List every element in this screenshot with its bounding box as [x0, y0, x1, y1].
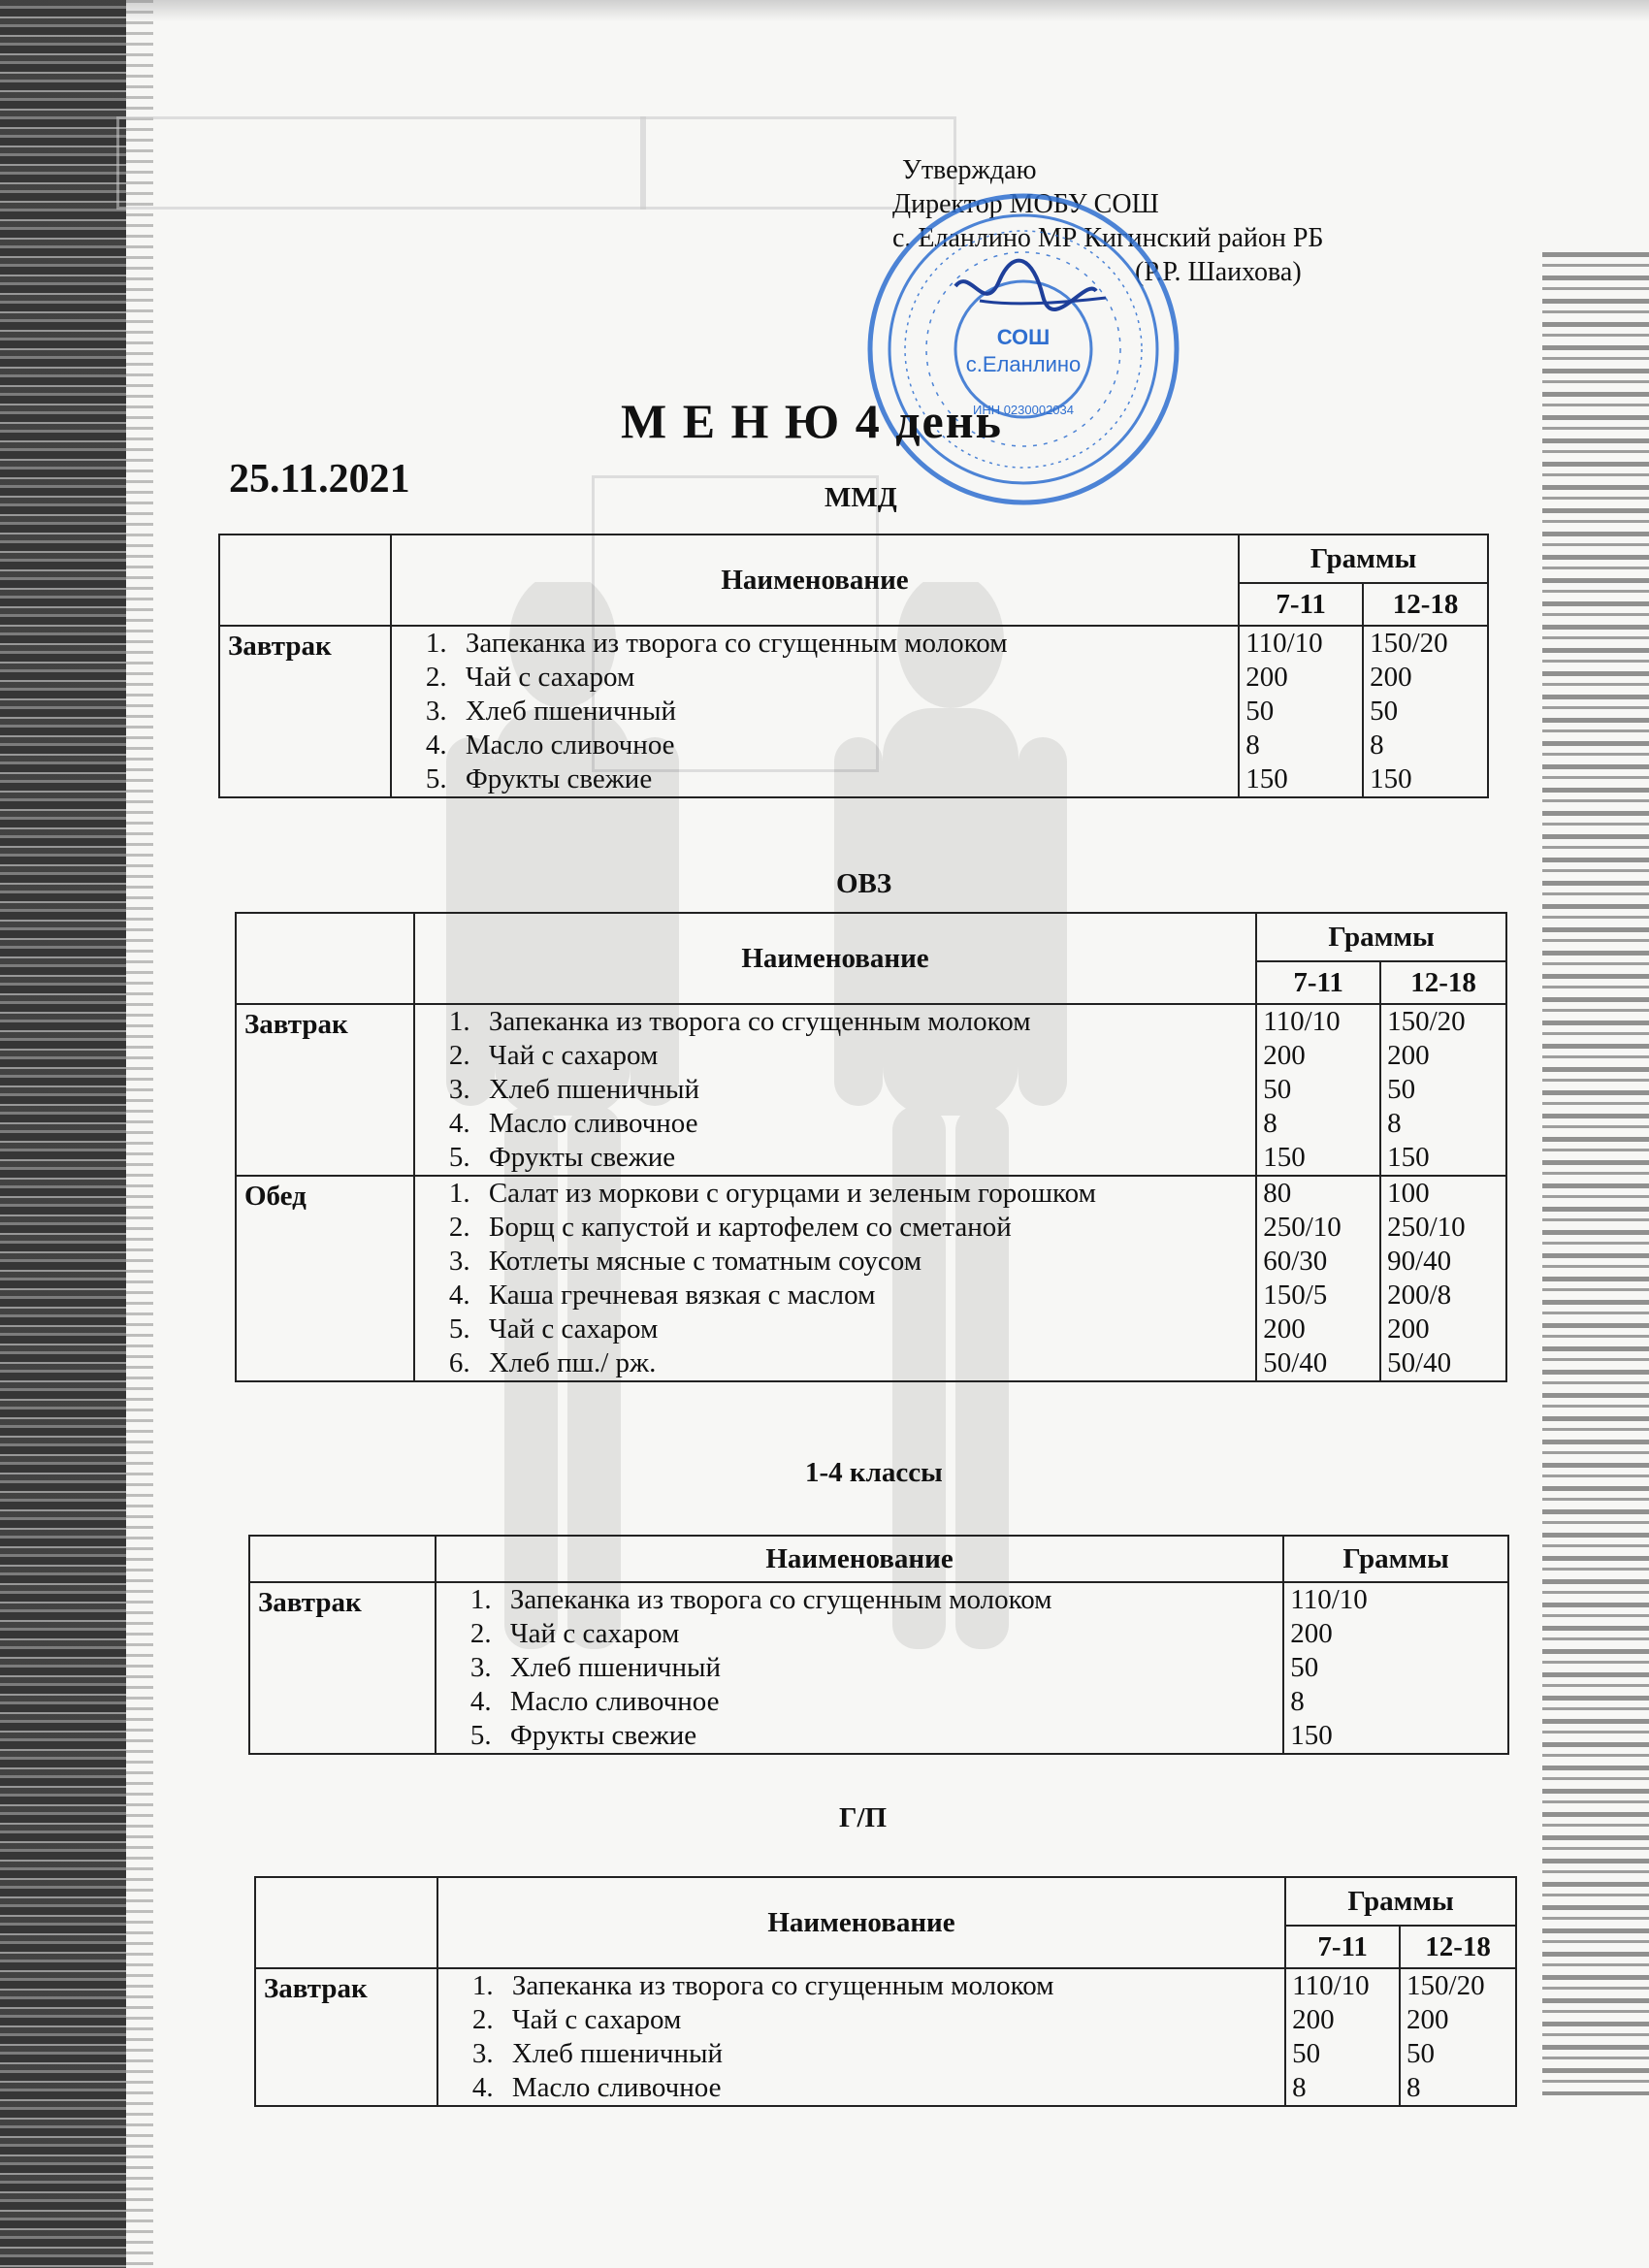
grams-b-cell: [1380, 1004, 1506, 1176]
dish-item: 2. Чай с сахаром: [499, 1617, 1282, 1651]
page-title: М Е Н Ю 4 день: [621, 394, 1003, 448]
header-age-b: 12-18: [1363, 583, 1488, 626]
dish-list: [436, 1583, 1282, 1753]
dish-item: 3. Хлеб пшеничный: [454, 695, 1238, 729]
grams-value: 100: [1387, 1178, 1430, 1209]
dish-item: 5. Фрукты свежие: [499, 1719, 1282, 1753]
section-heading-mmd: ММД: [824, 482, 897, 513]
grams-value: 150/20: [1387, 1006, 1466, 1037]
dish-list: [415, 1177, 1255, 1380]
grams-value: 110/10: [1292, 1970, 1370, 2001]
section-heading-ovz: ОВЗ: [836, 868, 892, 899]
grams-value: 8: [1292, 2072, 1307, 2103]
grams-value: 200: [1290, 1618, 1333, 1649]
header-name: Наименование: [414, 913, 1256, 1004]
grams-value: 250/10: [1387, 1212, 1466, 1243]
grams-value: 50: [1263, 1074, 1292, 1105]
dish-item: 1. Салат из моркови с огурцами и зеленым горошком: [477, 1177, 1255, 1211]
header-age-b: 12-18: [1400, 1926, 1516, 1968]
grams-value: 8: [1387, 1108, 1402, 1139]
header-grams: Граммы: [1256, 913, 1506, 961]
menu-table-ovz: [235, 912, 1507, 1382]
grams-value: 8: [1263, 1108, 1277, 1139]
meal-label: Завтрак: [249, 1582, 436, 1754]
grams-value: 110/10: [1263, 1006, 1341, 1037]
grams-value: 50: [1406, 2038, 1436, 2069]
dish-item: 4. Масло сливочное: [499, 1685, 1282, 1719]
dish-item: 1. Запеканка из творога со сгущенным молоком: [501, 1969, 1284, 2003]
header-age-b: 12-18: [1380, 961, 1506, 1004]
menu-table-mmd: [218, 534, 1489, 798]
dish-list-cell: [436, 1582, 1283, 1754]
header-age-a: 7-11: [1285, 1926, 1400, 1968]
approval-line-3: с. Еланлино МР Кигинский район РБ: [892, 223, 1324, 253]
grams-a-cell: [1285, 1968, 1400, 2106]
grams-value: 150/20: [1406, 1970, 1485, 2001]
grams-value: 8: [1290, 1686, 1305, 1717]
dish-item: 1. Запеканка из творога со сгущенным молоком: [454, 627, 1238, 661]
grams-a-cell: [1256, 1004, 1380, 1176]
grams-b-cell: [1400, 1968, 1516, 2106]
dish-item: 5. Фрукты свежие: [477, 1141, 1255, 1175]
header-grams: Граммы: [1285, 1877, 1516, 1926]
dish-list: [392, 627, 1238, 796]
menu-table-grades-1-4: [248, 1535, 1509, 1755]
scan-edge-left: [0, 0, 126, 2268]
grams-value: 200: [1263, 1313, 1306, 1345]
grams-value: 250/10: [1263, 1212, 1342, 1243]
meal-label: Обед: [236, 1176, 414, 1381]
grams-value: 50: [1387, 1074, 1416, 1105]
approval-line-2: Директор МОБУ СОШ: [892, 189, 1159, 219]
dish-item: 2. Борщ с капустой и картофелем со сметаной: [477, 1211, 1255, 1245]
header-cell: [219, 535, 391, 626]
grams-a-cell: [1256, 1176, 1380, 1381]
grams-value: 200: [1370, 662, 1412, 693]
grams-value: 50: [1290, 1652, 1319, 1683]
grams-value: 8: [1245, 729, 1260, 761]
menu-table-gp: [254, 1876, 1517, 2107]
dish-item: 4. Каша гречневая вязкая с маслом: [477, 1279, 1255, 1312]
grams-value: 150/20: [1370, 628, 1448, 659]
dish-item: 3. Хлеб пшеничный: [499, 1651, 1282, 1685]
stamp-center-line1: СОШ: [996, 325, 1051, 349]
grams-value: 80: [1263, 1178, 1292, 1209]
header-grams: Граммы: [1283, 1536, 1508, 1582]
grams-value: 150: [1370, 763, 1412, 794]
dish-item: 6. Хлеб пш./ рж.: [477, 1346, 1255, 1380]
stamp-center-line2: с.Еланлино: [965, 352, 1082, 376]
dish-item: 2. Чай с сахаром: [454, 661, 1238, 695]
meal-label: Завтрак: [219, 626, 391, 797]
dish-item: 1. Запеканка из творога со сгущенным молоком: [477, 1005, 1255, 1039]
header-cell: [249, 1536, 436, 1582]
header-name: Наименование: [437, 1877, 1285, 1968]
grams-value: 150/5: [1263, 1280, 1328, 1311]
grams-value: 200: [1263, 1040, 1306, 1071]
grams-value: 50: [1245, 696, 1275, 727]
dish-list-cell: [414, 1176, 1256, 1381]
dish-list-cell: [437, 1968, 1285, 2106]
grams-value: 150: [1290, 1720, 1333, 1751]
grams-value: 50/40: [1263, 1347, 1328, 1378]
dish-item: 1. Запеканка из творога со сгущенным молоком: [499, 1583, 1282, 1617]
dish-list: [438, 1969, 1284, 2105]
approval-line-1: Утверждаю: [902, 155, 1037, 185]
grams-value: 8: [1406, 2072, 1421, 2103]
dish-item: 2. Чай с сахаром: [477, 1039, 1255, 1073]
meal-label: Завтрак: [255, 1968, 437, 2106]
header-cell: [236, 913, 414, 1004]
menu-date: 25.11.2021: [229, 457, 410, 502]
grams-value: 200: [1406, 2004, 1449, 2035]
grams-b-cell: [1380, 1176, 1506, 1381]
dish-list-cell: [414, 1004, 1256, 1176]
grams-value: 110/10: [1290, 1584, 1368, 1615]
header-age-a: 7-11: [1256, 961, 1380, 1004]
scan-edge-top: [126, 0, 1649, 21]
grams-value: 8: [1370, 729, 1384, 761]
bleed-through-box: [116, 116, 646, 210]
grams-value: 110/10: [1245, 628, 1323, 659]
dish-list: [415, 1005, 1255, 1175]
grams-value: 60/30: [1263, 1246, 1328, 1277]
header-cell: [255, 1877, 437, 1968]
header-age-a: 7-11: [1239, 583, 1363, 626]
dish-item: 5. Чай с сахаром: [477, 1312, 1255, 1346]
grams-value: 50: [1292, 2038, 1321, 2069]
approval-line-4: (Р.Р. Шаихова): [1135, 257, 1302, 287]
stamp-inn: ИНН 0230002034: [972, 403, 1075, 417]
dish-item: 3. Котлеты мясные с томатным соусом: [477, 1245, 1255, 1279]
scan-edge-left-bleed: [126, 0, 153, 2268]
grams-value: 90/40: [1387, 1246, 1452, 1277]
dish-list-cell: [391, 626, 1239, 797]
header-name: Наименование: [391, 535, 1239, 626]
dish-item: 3. Хлеб пшеничный: [501, 2037, 1284, 2071]
header-grams: Граммы: [1239, 535, 1488, 583]
grams-value: 200/8: [1387, 1280, 1452, 1311]
dish-item: 4. Масло сливочное: [501, 2071, 1284, 2105]
grams-value: 200: [1292, 2004, 1335, 2035]
grams-b-cell: [1363, 626, 1488, 797]
grams-value: 200: [1245, 662, 1288, 693]
dish-item: 2. Чай с сахаром: [501, 2003, 1284, 2037]
grams-value: 50/40: [1387, 1347, 1452, 1378]
dish-item: 4. Масло сливочное: [477, 1107, 1255, 1141]
grams-value: 150: [1387, 1142, 1430, 1173]
section-heading-gp: Г/П: [839, 1802, 888, 1833]
grams-value: 200: [1387, 1040, 1430, 1071]
dish-item: 3. Хлеб пшеничный: [477, 1073, 1255, 1107]
scan-edge-right: [1542, 252, 1649, 2095]
grams-value: 50: [1370, 696, 1399, 727]
header-name: Наименование: [436, 1536, 1283, 1582]
meal-label: Завтрак: [236, 1004, 414, 1176]
dish-item: 5. Фрукты свежие: [454, 762, 1238, 796]
grams-value: 150: [1245, 763, 1288, 794]
grams-value: 200: [1387, 1313, 1430, 1345]
grams-value: 150: [1263, 1142, 1306, 1173]
section-heading-grades-1-4: 1-4 классы: [805, 1457, 943, 1488]
grams-a-cell: [1239, 626, 1363, 797]
dish-item: 4. Масло сливочное: [454, 729, 1238, 762]
school-stamp: [863, 189, 1183, 509]
grams-cell: [1283, 1582, 1508, 1754]
